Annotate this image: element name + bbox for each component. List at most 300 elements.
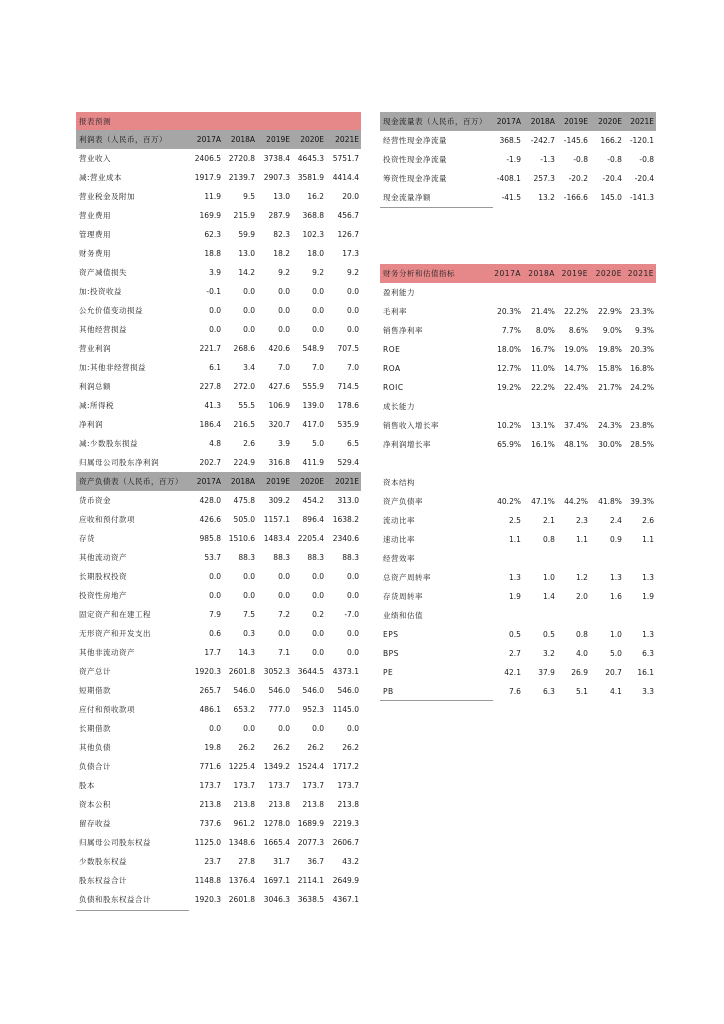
cell-value: 59.9: [238, 230, 256, 239]
row-label: 应收和预付款项: [79, 515, 135, 524]
row-label: 营业费用: [79, 211, 111, 220]
cell-value: 0.2: [312, 610, 325, 619]
table-row: [76, 225, 361, 244]
cell-value: 18.2: [273, 249, 290, 258]
table-row: [76, 757, 361, 776]
cell-value: 2907.3: [263, 173, 290, 182]
cell-value: 213.8: [233, 800, 256, 809]
cell-value: 16.8%: [630, 364, 655, 373]
cell-value: 486.1: [199, 705, 222, 714]
cell-value: 48.1%: [564, 440, 588, 449]
cell-value: 0.3: [243, 629, 256, 638]
cell-value: 3052.3: [263, 667, 290, 676]
table-header-row: [76, 130, 361, 149]
cell-value: 2606.7: [332, 838, 359, 847]
cell-value: 42.1: [504, 668, 521, 677]
cell-value: 0.0: [347, 306, 359, 315]
year-header: 2018A: [230, 477, 256, 486]
cell-value: -20.4: [634, 174, 655, 183]
row-label: 减:营业成本: [79, 173, 123, 182]
cell-value: 173.7: [268, 781, 290, 790]
cell-value: -20.4: [602, 174, 622, 183]
cell-value: 4645.3: [297, 154, 325, 163]
table-title: 资产负债表（人民币，百万）: [79, 477, 183, 486]
table-title: 现金流量表（人民币，百万）: [383, 117, 487, 126]
year-header: 2020E: [598, 117, 622, 126]
cell-value: 18.0%: [497, 345, 521, 354]
cell-value: 145.0: [600, 193, 622, 202]
table-row: [76, 282, 361, 301]
cell-value: 287.9: [268, 211, 290, 220]
cell-value: 7.9: [209, 610, 222, 619]
row-label: 长期股权投资: [79, 572, 127, 581]
cell-value: 173.7: [233, 781, 256, 790]
row-label: 资本结构: [383, 478, 415, 487]
cell-value: 16.1%: [531, 440, 555, 449]
cell-value: 0.0: [312, 287, 325, 296]
row-label: BPS: [383, 649, 399, 658]
cell-value: 14.2: [238, 268, 256, 277]
cell-value: 27.8: [238, 857, 256, 866]
row-label: 营业利润: [79, 344, 111, 353]
cell-value: 43.2: [342, 857, 359, 866]
cell-value: 0.0: [243, 724, 256, 733]
cell-value: 3644.5: [297, 667, 325, 676]
cell-value: 41.8%: [598, 497, 622, 506]
row-label: 少数股东权益: [79, 857, 127, 866]
cell-value: 3638.5: [297, 895, 325, 904]
cell-value: 5.0: [312, 439, 325, 448]
table-row: [76, 244, 361, 263]
cell-value: 0.0: [209, 724, 222, 733]
cell-value: 7.0: [312, 363, 325, 372]
cell-value: 1348.6: [228, 838, 256, 847]
cell-value: 313.0: [337, 496, 359, 505]
cell-value: 2.6: [642, 516, 655, 525]
row-label: 投资性现金净流量: [383, 155, 447, 164]
cell-value: 16.7%: [531, 345, 555, 354]
cell-value: 0.5: [509, 630, 521, 639]
table-row: [380, 131, 656, 150]
cell-value: -41.5: [501, 193, 521, 202]
cell-value: 6.3: [543, 687, 555, 696]
row-label: 加:投资收益: [79, 287, 123, 296]
cell-value: 22.2%: [531, 383, 555, 392]
cell-value: 1524.4: [297, 762, 325, 771]
income-statement-table: [76, 130, 361, 472]
cell-value: 0.0: [347, 287, 359, 296]
table-row: [76, 814, 361, 833]
table-row: [380, 397, 656, 416]
table-row: [380, 549, 656, 568]
cell-value: -20.2: [568, 174, 588, 183]
cell-value: 0.5: [543, 630, 555, 639]
row-label: 销售净利率: [383, 326, 423, 335]
cell-value: 20.3%: [497, 307, 521, 316]
cell-value: 0.0: [278, 306, 290, 315]
table-row: [76, 567, 361, 586]
cell-value: 7.5: [243, 610, 256, 619]
row-label: 资产负债率: [383, 497, 423, 506]
cell-value: 0.0: [312, 724, 325, 733]
row-label: 速动比率: [383, 535, 415, 544]
cell-value: 456.7: [337, 211, 359, 220]
table-row: [380, 302, 656, 321]
cell-value: 17.3: [342, 249, 359, 258]
cell-value: 417.0: [302, 420, 325, 429]
row-label: 资产总计: [79, 667, 111, 676]
cell-value: 1349.2: [263, 762, 290, 771]
cell-value: 23.3%: [630, 307, 655, 316]
cell-value: 1483.4: [263, 534, 290, 543]
table-row: [76, 187, 361, 206]
table-row: [76, 301, 361, 320]
row-label: 短期借款: [79, 686, 111, 695]
cell-value: 12.7%: [497, 364, 521, 373]
table-row: [380, 359, 656, 378]
row-label: 归属母公司股东净利润: [79, 458, 159, 467]
table-header-row: [76, 472, 361, 491]
cell-value: 0.0: [243, 287, 256, 296]
cell-value: 224.9: [233, 458, 256, 467]
cell-value: 2.3: [576, 516, 588, 525]
cell-value: 22.9%: [598, 307, 622, 316]
cell-value: 0.8: [576, 630, 588, 639]
cell-value: 23.8%: [630, 421, 655, 430]
cell-value: 0.0: [278, 591, 290, 600]
cell-value: 1.1: [509, 535, 521, 544]
row-label: 财务费用: [79, 249, 111, 258]
cell-value: 2219.3: [332, 819, 359, 828]
row-label: 公允价值变动损益: [79, 306, 143, 315]
ratios-block: [380, 264, 656, 701]
year-header: 2017A: [496, 117, 521, 126]
cell-value: 0.0: [278, 629, 290, 638]
row-label: 投资性房地产: [79, 591, 127, 600]
row-label: 固定资产和在建工程: [79, 610, 151, 619]
cell-value: 18.0: [307, 249, 325, 258]
row-label: 留存收益: [79, 819, 111, 828]
row-label: PB: [383, 687, 394, 696]
table-row: [76, 871, 361, 890]
cell-value: 2601.8: [228, 895, 256, 904]
cell-value: 1638.2: [332, 515, 359, 524]
table-row: [76, 681, 361, 700]
table-row: [380, 530, 656, 549]
cell-value: 2114.1: [297, 876, 325, 885]
cell-value: 13.2: [538, 193, 555, 202]
cell-value: 7.0: [278, 363, 290, 372]
cell-value: 2720.8: [228, 154, 256, 163]
cell-value: 88.3: [307, 553, 325, 562]
row-label: 加:其他非经营损益: [79, 363, 147, 372]
row-label: 销售收入增长率: [383, 421, 439, 430]
cell-value: 178.6: [337, 401, 359, 410]
cell-value: 0.0: [347, 591, 359, 600]
table-row: [76, 396, 361, 415]
cell-value: 11.0%: [531, 364, 555, 373]
cell-value: 1157.1: [263, 515, 290, 524]
cell-value: 1.3: [642, 573, 655, 582]
cell-value: 2406.5: [194, 154, 222, 163]
row-label: 归属母公司股东权益: [79, 838, 151, 847]
cell-value: 0.8: [543, 535, 555, 544]
cell-value: 1665.4: [263, 838, 290, 847]
cell-value: 546.0: [337, 686, 359, 695]
cell-value: 17.7: [204, 648, 222, 657]
cell-value: 31.7: [273, 857, 290, 866]
cell-value: 20.7: [605, 668, 622, 677]
cell-value: 6.1: [209, 363, 222, 372]
row-label: 经营性现金净流量: [383, 136, 447, 145]
cell-value: 1225.4: [228, 762, 256, 771]
cell-value: 9.5: [243, 192, 256, 201]
cell-value: 40.2%: [497, 497, 521, 506]
cell-value: 6.3: [642, 649, 655, 658]
cell-value: 26.9: [571, 668, 588, 677]
cell-value: 2.1: [543, 516, 555, 525]
cell-value: -141.3: [629, 193, 655, 202]
cell-value: 316.8: [268, 458, 290, 467]
table-row: [76, 434, 361, 453]
table-row: [76, 719, 361, 738]
table-row: [380, 492, 656, 511]
table-row: [380, 283, 656, 302]
cell-value: 9.3%: [634, 326, 655, 335]
cell-value: 213.8: [268, 800, 290, 809]
cell-value: 215.9: [233, 211, 256, 220]
table-row: [380, 188, 656, 207]
left-column: [76, 112, 361, 909]
year-header: 2019E: [266, 477, 290, 486]
cell-value: 2077.3: [297, 838, 325, 847]
cell-value: 737.6: [199, 819, 222, 828]
row-label: 股本: [79, 781, 95, 790]
cashflow-table: [380, 112, 656, 207]
cell-value: 36.7: [307, 857, 325, 866]
cell-value: 44.2%: [564, 497, 588, 506]
cell-value: 213.8: [337, 800, 359, 809]
cell-value: 3.2: [543, 649, 555, 658]
cell-value: 14.7%: [564, 364, 588, 373]
cell-value: 2139.7: [228, 173, 256, 182]
table-row: [76, 491, 361, 510]
table-row: [380, 473, 656, 492]
row-label: 长期借款: [79, 724, 111, 733]
cell-value: 546.0: [302, 686, 325, 695]
cell-value: 20.0: [342, 192, 359, 201]
table-row: [380, 606, 656, 625]
cell-value: 0.0: [243, 591, 256, 600]
cell-value: 126.7: [337, 230, 359, 239]
table-row: [380, 644, 656, 663]
cell-value: 0.0: [209, 591, 222, 600]
cashflow-end-rule: [380, 207, 493, 208]
year-header: 2020E: [300, 135, 325, 144]
year-header: 2017A: [196, 477, 222, 486]
row-label: 应付和预收款项: [79, 705, 135, 714]
cell-value: 5.0: [610, 649, 622, 658]
row-label: 盈利能力: [383, 288, 415, 297]
cell-value: 173.7: [199, 781, 222, 790]
table-row: [76, 586, 361, 605]
table-row: [76, 529, 361, 548]
year-header: 2021E: [627, 269, 655, 278]
year-header: 2018A: [528, 269, 555, 278]
cell-value: 37.9: [538, 668, 555, 677]
year-header: 2018A: [530, 117, 555, 126]
cell-value: 268.6: [233, 344, 256, 353]
cell-value: 22.2%: [564, 307, 588, 316]
row-label: ROIC: [383, 383, 404, 392]
cell-value: 548.9: [302, 344, 325, 353]
cell-value: 653.2: [233, 705, 256, 714]
cell-value: 24.3%: [598, 421, 622, 430]
cell-value: 1920.3: [194, 667, 222, 676]
row-label: 毛利率: [383, 307, 407, 316]
table-row: [76, 624, 361, 643]
year-header: 2021E: [630, 117, 655, 126]
table-row: [76, 510, 361, 529]
cell-value: 19.0%: [564, 345, 588, 354]
cell-value: 1920.3: [194, 895, 222, 904]
row-label: 货币资金: [79, 496, 111, 505]
cell-value: 411.9: [302, 458, 325, 467]
cell-value: 2.7: [509, 649, 521, 658]
cell-value: 2649.9: [332, 876, 359, 885]
row-label: 其他非流动资产: [79, 648, 135, 657]
cell-value: 139.0: [302, 401, 325, 410]
cell-value: 961.2: [233, 819, 256, 828]
cell-value: 39.3%: [630, 497, 655, 506]
cell-value: 0.0: [243, 572, 256, 581]
cell-value: 0.0: [209, 325, 222, 334]
cell-value: 546.0: [233, 686, 256, 695]
cell-value: 23.7: [204, 857, 222, 866]
row-label: PE: [383, 668, 394, 677]
cell-value: 15.8%: [598, 364, 622, 373]
ratios-end-rule: [380, 700, 493, 701]
cell-value: 420.6: [268, 344, 290, 353]
table-row: [76, 548, 361, 567]
cell-value: 3.4: [243, 363, 256, 372]
cell-value: 777.0: [268, 705, 290, 714]
cell-value: 62.3: [204, 230, 222, 239]
cell-value: 16.2: [307, 192, 325, 201]
row-label: 净利润增长率: [383, 440, 431, 449]
cell-value: 3.3: [642, 687, 655, 696]
table-row: [76, 738, 361, 757]
report-forecast-band: 报表预测: [76, 112, 361, 130]
cell-value: -0.1: [206, 287, 222, 296]
cell-value: 0.0: [278, 287, 290, 296]
table-row: [76, 339, 361, 358]
cell-value: 0.0: [312, 591, 325, 600]
table-header-row: [380, 112, 656, 131]
table-row: [380, 587, 656, 606]
cell-value: 4.8: [209, 439, 222, 448]
cell-value: 213.8: [302, 800, 325, 809]
table-row: [76, 415, 361, 434]
row-label: 存货周转率: [383, 592, 423, 601]
cell-value: 1.4: [543, 592, 555, 601]
row-label: 管理费用: [79, 230, 111, 239]
cell-value: 213.8: [199, 800, 222, 809]
cell-value: 19.8: [204, 743, 222, 752]
table-row: [76, 833, 361, 852]
cell-value: 169.9: [199, 211, 222, 220]
cell-value: 47.1%: [531, 497, 555, 506]
cell-value: -145.6: [563, 136, 588, 145]
table-row: [380, 150, 656, 169]
table-row: [76, 320, 361, 339]
cell-value: 88.3: [342, 553, 359, 562]
cell-value: 0.0: [243, 306, 256, 315]
row-label: EPS: [383, 630, 399, 639]
cell-value: 985.8: [199, 534, 222, 543]
cell-value: -166.6: [563, 193, 588, 202]
cell-value: 0.0: [347, 325, 359, 334]
cell-value: 2205.4: [297, 534, 325, 543]
cell-value: 1148.8: [194, 876, 222, 885]
cell-value: 13.0: [238, 249, 256, 258]
cell-value: 4367.1: [332, 895, 359, 904]
cell-value: 2.5: [509, 516, 521, 525]
cell-value: 0.0: [347, 724, 359, 733]
cell-value: 102.3: [302, 230, 325, 239]
cell-value: 2.6: [243, 439, 256, 448]
year-header: 2020E: [300, 477, 325, 486]
table-row: [76, 206, 361, 225]
year-header: 2017A: [196, 135, 222, 144]
cell-value: 6.5: [347, 439, 359, 448]
cell-value: 0.6: [209, 629, 222, 638]
cell-value: 13.0: [273, 192, 290, 201]
row-label: 股东权益合计: [79, 876, 127, 885]
cell-value: 555.9: [302, 382, 325, 391]
cell-value: 21.7%: [598, 383, 622, 392]
cell-value: 952.3: [302, 705, 325, 714]
cell-value: 8.6%: [568, 326, 588, 335]
cell-value: 4414.4: [332, 173, 359, 182]
cell-value: 707.5: [337, 344, 359, 353]
table-row: [380, 568, 656, 587]
cell-value: 0.0: [209, 306, 222, 315]
cell-value: 3581.9: [297, 173, 325, 182]
cell-value: 0.0: [209, 572, 222, 581]
row-label: 其他负债: [79, 743, 111, 752]
cell-value: 11.9: [204, 192, 222, 201]
cell-value: 529.4: [337, 458, 359, 467]
cell-value: 4.0: [576, 649, 588, 658]
cell-value: 0.0: [278, 724, 290, 733]
cell-value: 37.4%: [564, 421, 588, 430]
cell-value: 368.5: [499, 136, 521, 145]
cell-value: 53.7: [204, 553, 222, 562]
row-label: 业绩和估值: [383, 611, 423, 620]
cell-value: 26.2: [238, 743, 256, 752]
cell-value: 26.2: [273, 743, 290, 752]
cell-value: 202.7: [199, 458, 222, 467]
cell-value: 368.8: [302, 211, 325, 220]
table-row: [76, 700, 361, 719]
cell-value: 166.2: [600, 136, 622, 145]
cell-value: 896.4: [302, 515, 325, 524]
table-row: [380, 454, 656, 473]
row-label: 资本公积: [79, 800, 111, 809]
row-label: 无形资产和开发支出: [79, 629, 151, 638]
row-label: 流动比率: [383, 516, 415, 525]
